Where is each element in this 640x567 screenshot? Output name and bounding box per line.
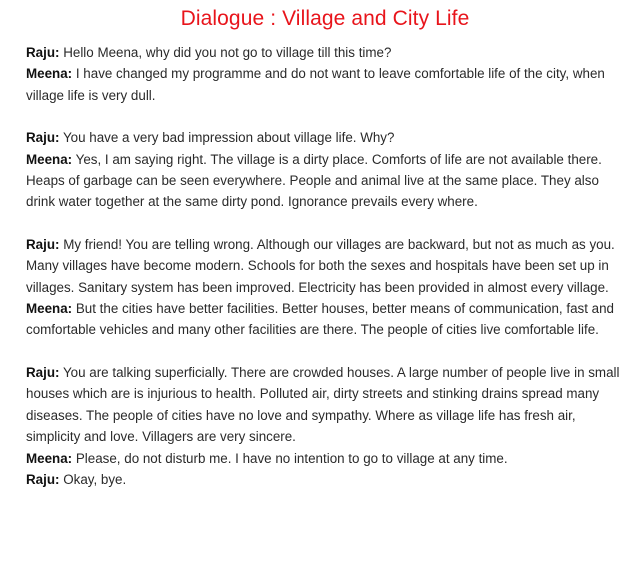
dialogue-turn [26,362,624,448]
dialogue-turn [26,448,624,469]
speaker-label: Raju: [26,471,60,487]
speech-text: Yes, I am saying right. The village is a dirty place. Comforts of life are not available there. Heaps of garbage can be seen everywhere. People and animal live at the same place. They also drink water together at the same dirty pond. Ignorance prevails every where. [26,151,602,210]
speaker-label: Meena: [26,66,73,82]
dialogue-turn [26,149,624,213]
speech-text: Okay, bye. [59,471,127,487]
dialogue-turn [26,42,624,63]
paragraph-gap [26,213,624,234]
speech-text: I have changed my programme and do not want to leave comfortable life of the city, when village life is very dull. [26,66,605,103]
dialogue-turn [26,469,624,490]
page-title: Dialogue : Village and City Life [180,7,470,30]
speaker-label: Meena: [26,151,73,167]
dialogue-body [26,42,624,490]
speech-text: Hello Meena, why did you not go to village till this time? [59,45,392,60]
speaker-label: Raju: [26,236,60,252]
paragraph-gap [26,106,624,127]
speech-text: My friend! You are telling wrong. Although our villages are backward, but not as much as you. Many villages have become modern. Schools for both the sexes and hospitals have been set up in villages. Sanitary system has been improved. Electricity has been provided in almost every village. [26,236,615,295]
dialogue-turn [26,127,624,148]
speaker-label: Raju: [26,364,60,380]
speech-text: Please, do not disturb me. I have no intention to go to village at any time. [72,450,508,466]
dialogue-turn [26,63,624,106]
speaker-label: Meena: [26,450,73,466]
paragraph-gap [26,341,624,362]
speaker-label: Raju: [26,130,60,146]
speech-text: But the cities have better facilities. Better houses, better means of communication, fast and comfortable vehicles and many other facilities are there. The people of cities live comfortable life. [26,301,614,338]
dialogue-turn [26,298,624,341]
speaker-label: Raju: [26,45,60,60]
speech-text: You are talking superficially. There are crowded houses. A large number of people live in small houses which are is injurious to health. Polluted air, dirty streets and stinking drains spread many diseases. The people of cities have no love and sympathy. Where as village life has fresh air, simplicity and love. Villagers are very sincere. [26,364,620,445]
speech-text: You have a very bad impression about village life. Why? [59,130,395,146]
dialogue-turn [26,234,624,298]
speaker-label: Meena: [26,301,73,317]
